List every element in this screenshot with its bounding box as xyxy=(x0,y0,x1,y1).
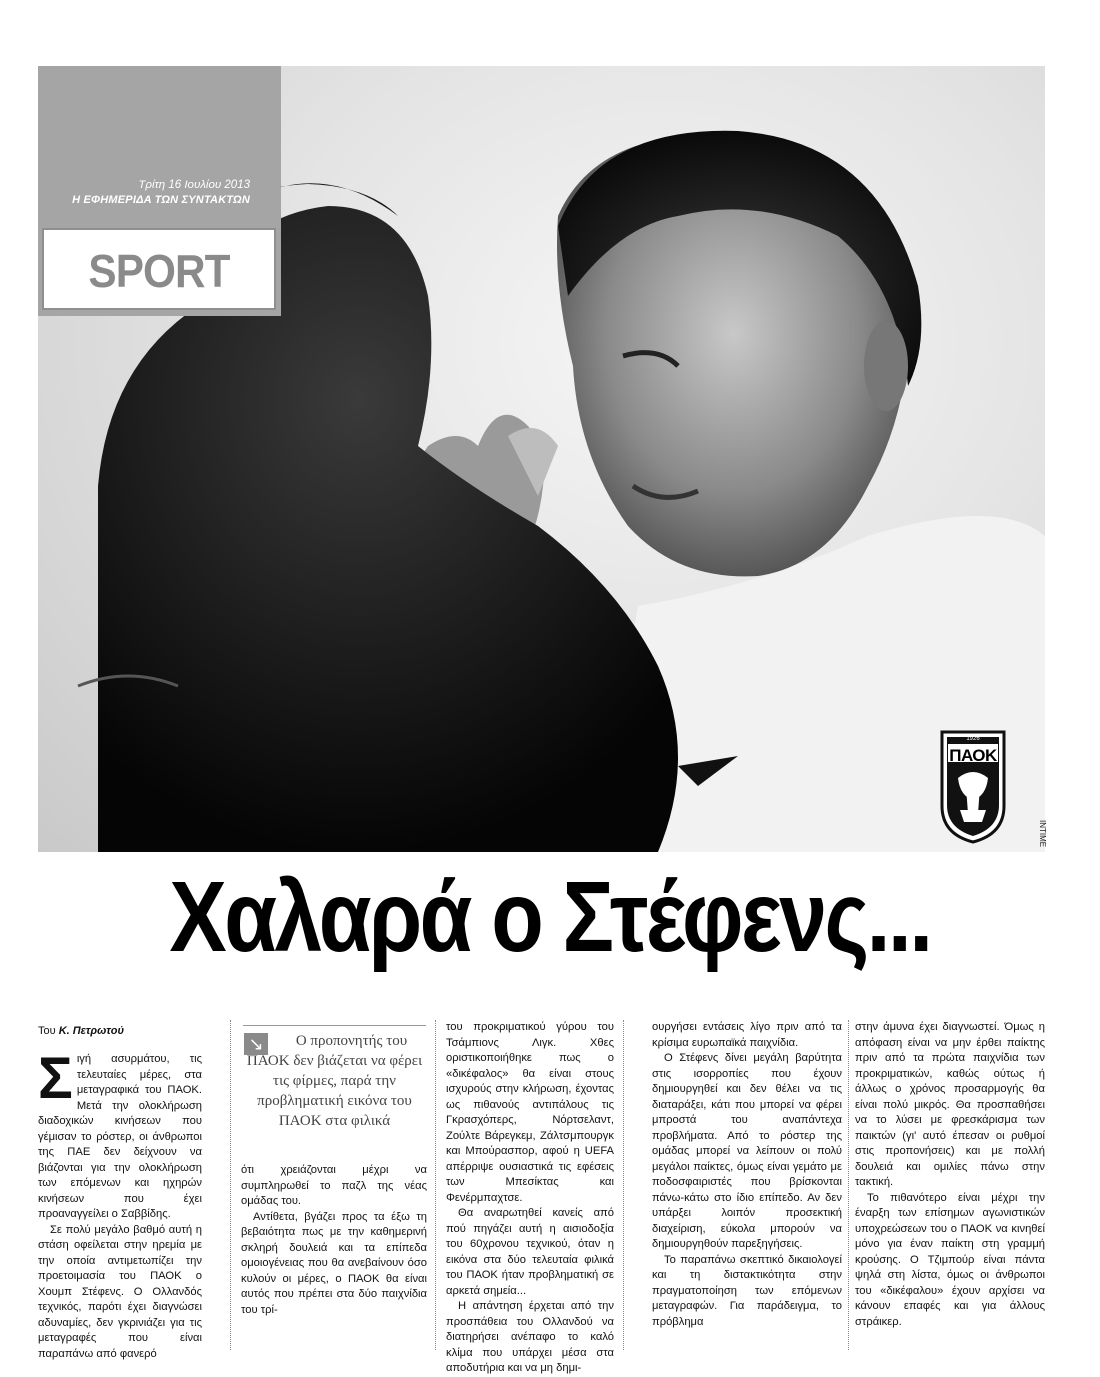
paragraph: Το παραπάνω σκεπτικό δικαιολογεί και τη διστακτικότητα στην πραγματοποίηση των επόμενων μεταγραφών. Για παράδειγμα, το πρόβλημα xyxy=(652,1253,842,1328)
arrow-icon: ↘ xyxy=(244,1033,268,1055)
section-masthead xyxy=(38,66,281,316)
article-column-4 xyxy=(652,1020,842,1330)
badge-year: 1926 xyxy=(966,736,980,742)
article-column-5 xyxy=(855,1020,1045,1330)
paragraph: στην άμυνα έχει διαγνωστεί. Όμως η απόφαση είναι να μην έρθει παίκτης πριν από τα πρώτα παιχνίδια των προκριματικών, καθώς ούτως ή άλλως ο χρόνος προσαρμογής θα είναι πολύ μικρός. Θα προσπαθήσει να το λύσει με φρεσκάρισμα των παικτών (γι' αυτό έπεσαν οι ρυθμοί στις προπονήσεις) και με πολλή δουλειά και ομιλίες πάνω στην τακτική. xyxy=(855,1021,1045,1188)
paragraph: Ο Στέφενς δίνει μεγάλη βαρύτητα στις ισορροπίες που έχουν δημιουργηθεί και δεν θέλει να τις διαταράξει, κάτι που μπορεί να φέρει μπροστά του αναπάντεχα προβλήματα. Από το ρόστερ της ομάδας μπορεί να λείπουν οι πολύ μεγάλοι παίκτες, όμως είναι γεμάτο με ποδοσφαιριστές που βρίσκονται πάνω-κάτω στο ίδιο επίπεδο. Αν δεν υπάρξει λοιπόν προσεκτική διαχείριση, εύκολα μπορούν να δημιουργηθούν παρεξηγήσεις. xyxy=(652,1052,842,1250)
paragraph: ιγή ασυρμάτου, τις τελευταίες μέρες, στα μεταγραφικά του ΠΑΟΚ. Μετά την ολοκλήρωση διαδοχικών κινήσεων που γέμισαν το ρόστερ, οι άνθρωποι της ΠΑΕ δεν δείχνουν να βιάζονται για την ολοκλήρωση των επόμενων και ηχηρών κινήσεων που έχει προαναγγείλει ο Σαββίδης. xyxy=(38,1053,202,1220)
section-label-box xyxy=(42,228,276,310)
section-label: SPORT xyxy=(88,245,230,297)
paragraph: ουργήσει εντάσεις λίγο πριν από τα κρίσιμα ευρωπαϊκά παιχνίδια. xyxy=(652,1021,842,1049)
article-column-2 xyxy=(241,1163,427,1318)
column-divider xyxy=(435,1020,436,1350)
paragraph: ότι χρειάζονται μέχρι να συμπληρωθεί το παζλ της νέας ομάδας του. xyxy=(241,1164,427,1207)
column-divider xyxy=(848,1020,849,1350)
paragraph: Θα αναρωτηθεί κανείς από πού πηγάζει αυτή η αισιοδοξία του 60χρονου τεχνικού, όταν η εικόνα στα δύο τελευταία φιλικά του ΠΑΟΚ ήταν προβληματική σε αρκετά σημεία... xyxy=(446,1207,614,1297)
photo-credit: INTIME xyxy=(1038,820,1047,848)
article-column-1 xyxy=(38,1046,202,1362)
paragraph: Η απάντηση έρχεται από την προσπάθεια του Ολλανδού να διατηρήσει ανέπαφο το καλό κλίμα που υπάρχει μέσα στα αποδυτήρια και να μη δημι- xyxy=(446,1300,614,1374)
pull-quote xyxy=(243,1025,426,1156)
byline xyxy=(38,1025,124,1037)
byline-author: Κ. Πετρωτού xyxy=(58,1025,124,1037)
paragraph: Το πιθανότερο είναι μέχρι την έναρξη των επίσημων αγωνιστικών υποχρεώσεων του ο ΠΑΟΚ να κινηθεί μόνο για έναν παίκτη στη γραμμή κρούσης. Ο Τζιμπούρ είναι πάντα ψηλά στη λίστα, όμως οι άνθρωποι του «δικέφαλου» έχουν αρχίσει να κάνουν επαφές και για άλλους στράικερ. xyxy=(855,1191,1045,1328)
headline: Χαλαρά ο Στέφενς... xyxy=(169,861,931,973)
article-column-3 xyxy=(446,1020,614,1377)
column-divider xyxy=(623,1020,624,1350)
newspaper-name: Η ΕΦΗΜΕΡΙΔΑ ΤΩΝ ΣΥΝΤΑΚΤΩΝ xyxy=(72,194,250,206)
issue-date: Τρίτη 16 Ιουλίου 2013 xyxy=(138,179,250,191)
paragraph: Σε πολύ μεγάλο βαθμό αυτή η στάση οφείλεται στην ηρεμία με την οποία αντιμετωπίζει την προετοιμασία του ΠΑΟΚ ο Χουμπ Στέφενς. Ο Ολλανδός τεχνικός, παρότι έχει διαγνώσει αδυναμίες, δεν γκρινιάζει για τις μεταγραφές που είναι παραπάνω από φανερό xyxy=(38,1223,202,1360)
paragraph: Αντίθετα, βγάζει προς τα έξω τη βεβαιότητα πως με την καθημερινή σκληρή δουλειά και τα επίπεδα ομοιογένειας που θα ανεβαίνουν όσο κυλούν οι μέρες, ο ΠΑΟΚ θα είναι αυτός που πρέπει στα δύο παιχνίδια του τρί- xyxy=(241,1210,427,1316)
dropcap: Σ xyxy=(38,1046,73,1111)
byline-prefix: Του xyxy=(38,1025,56,1037)
paok-badge-icon xyxy=(938,726,1008,846)
paragraph: του προκριματικού γύρου του Τσάμπιονς Λιγκ. Χθες οριστικοποιήθηκε πως ο «δικέφαλος» θα είναι στους ισχυρούς στην κλήρωση, έχοντας ως πιθανούς αντιπάλους τις Γκρασχόπερς, Νόρτσελαντ, Ζούλτε Βάρεγκεμ, Ζάλτσμπουργκ και Μπούρασπορ, αφού η UEFA απέρριψε ουσιαστικά τις εφέσεις των Μπεσίκτας και Φενέρμπαχτσε. xyxy=(446,1021,614,1204)
badge-text: ΠΑΟΚ xyxy=(949,746,997,765)
pull-quote-text: Ο προπονητής του ΠΑΟΚ δεν βιάζεται να φέρει τις φίρμες, παρά την προβληματική εικόνα του ΠΑΟΚ στα φιλικά xyxy=(246,1033,423,1129)
column-divider xyxy=(230,1020,231,1350)
